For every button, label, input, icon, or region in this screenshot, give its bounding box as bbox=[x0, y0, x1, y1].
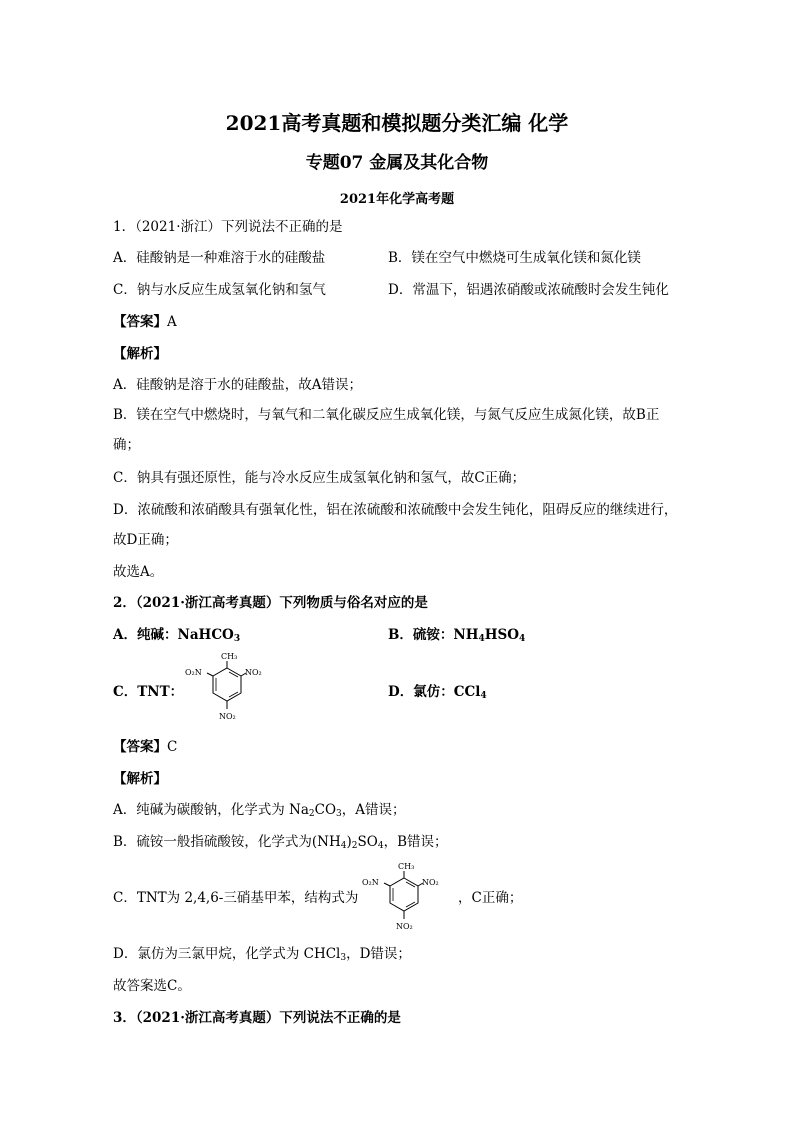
text: B．硫铵一般指硫酸铵，化学式为(NH bbox=[113, 834, 341, 850]
subscript: 3 bbox=[340, 953, 347, 963]
q2-explanation-a bbox=[113, 800, 406, 820]
text: ) bbox=[346, 834, 352, 850]
q1-answer bbox=[113, 312, 177, 332]
q2-explanation-b bbox=[113, 832, 448, 852]
subscript: 3 bbox=[336, 809, 342, 819]
document-subtitle: 专题07 金属及其化合物 bbox=[305, 153, 489, 173]
subscript: 4 bbox=[480, 691, 487, 701]
answer-value: C bbox=[167, 739, 178, 755]
tnt-structure-image bbox=[183, 650, 273, 726]
q2-option-d-text: D．氯仿：CCl bbox=[388, 684, 481, 700]
q2-option-c: C．TNT： bbox=[113, 684, 184, 700]
section-heading: 2021年化学高考题 bbox=[339, 192, 455, 207]
subscript: 2 bbox=[351, 841, 358, 851]
q1-option-a: A．硅酸钠是一种难溶于水的硅酸盐 bbox=[113, 250, 326, 266]
answer-value: A bbox=[167, 314, 177, 330]
q2-explanation-d bbox=[113, 944, 411, 964]
no2-bottom-label: NO₂ bbox=[396, 922, 413, 931]
q2-answer bbox=[113, 737, 177, 757]
text: ，B错误； bbox=[383, 834, 448, 850]
text: ，A错误； bbox=[341, 802, 406, 818]
no2-right-label: NO₂ bbox=[422, 878, 439, 887]
q1-explanation-d-line2: 故D正确； bbox=[113, 532, 178, 548]
o2n-label: O₂N bbox=[185, 668, 202, 677]
tnt-structure-image bbox=[360, 860, 450, 936]
q3-stem: 3．（2021·浙江高考真题）下列说法不正确的是 bbox=[113, 1010, 401, 1026]
q2-option-b bbox=[388, 625, 525, 645]
q1-option-b: B．镁在空气中燃烧可生成氧化镁和氮化镁 bbox=[388, 250, 641, 266]
q1-explanation-c: C．钠具有强还原性，能与冷水反应生成氢氧化钠和氢气，故C正确； bbox=[113, 470, 526, 486]
subscript: 4 bbox=[340, 841, 347, 851]
ch3-label: CH₃ bbox=[221, 652, 238, 661]
answer-label: 【答案】 bbox=[113, 739, 167, 755]
subscript: 2 bbox=[308, 809, 315, 819]
text: SO bbox=[357, 834, 378, 850]
q1-explanation-b-line2: 确； bbox=[113, 437, 140, 453]
no2-bottom-label: NO₂ bbox=[219, 712, 236, 721]
q1-explanation-d-line1: D．浓硫酸和浓硝酸具有强氧化性，铝在浓硫酸和浓硫酸中会发生钝化，阻碍反应的继续进行， bbox=[113, 502, 678, 518]
subscript: 4 bbox=[519, 634, 526, 644]
subscript: 3 bbox=[233, 634, 241, 644]
text: CO bbox=[314, 802, 337, 818]
ch3-label: CH₃ bbox=[398, 862, 415, 871]
no2-right-label: NO₂ bbox=[245, 668, 262, 677]
q1-stem: 1．（2021·浙江）下列说法不正确的是 bbox=[113, 219, 343, 235]
q1-option-c: C．钠与水反应生成氢氧化钠和氢气 bbox=[113, 282, 326, 298]
q1-explanation-a: A．硅酸钠是溶于水的硅酸盐，故A错误； bbox=[113, 377, 362, 393]
q2-conclusion: 故答案选C。 bbox=[113, 978, 191, 994]
q2-option-b-text: B．硫铵：NH bbox=[388, 627, 479, 643]
q2-option-a bbox=[113, 625, 240, 645]
text: D．氯仿为三氯甲烷，化学式为 CHCl bbox=[113, 946, 341, 962]
q1-analysis-label: 【解析】 bbox=[113, 346, 167, 362]
q2-option-d bbox=[388, 682, 487, 702]
text: ，D错误； bbox=[346, 946, 411, 962]
answer-label: 【答案】 bbox=[113, 314, 167, 330]
q1-conclusion: 故选A。 bbox=[113, 564, 164, 580]
q1-option-d: D．常温下，铝遇浓硝酸或浓硫酸时会发生钝化 bbox=[388, 282, 669, 298]
text: A．纯碱为碳酸钠，化学式为 Na bbox=[113, 802, 309, 818]
document-title: 2021高考真题和模拟题分类汇编 化学 bbox=[225, 111, 569, 135]
subscript: 4 bbox=[377, 841, 384, 851]
subscript: 4 bbox=[478, 634, 485, 644]
q2-option-a-text: A．纯碱：NaHCO bbox=[113, 627, 234, 643]
q1-explanation-b-line1: B．镁在空气中燃烧时，与氧气和二氧化碳反应生成氧化镁，与氮气反应生成氮化镁，故B正 bbox=[113, 407, 660, 423]
q2-explanation-c-pre: C．TNT为 2,4,6-三硝基甲苯，结构式为 bbox=[113, 890, 359, 906]
q2-analysis-label: 【解析】 bbox=[113, 771, 167, 787]
q2-option-b-text2: HSO bbox=[484, 627, 520, 643]
o2n-label: O₂N bbox=[362, 878, 379, 887]
q2-stem: 2．（2021·浙江高考真题）下列物质与俗名对应的是 bbox=[113, 595, 428, 611]
q2-explanation-c-post: ，C正确； bbox=[458, 890, 523, 906]
